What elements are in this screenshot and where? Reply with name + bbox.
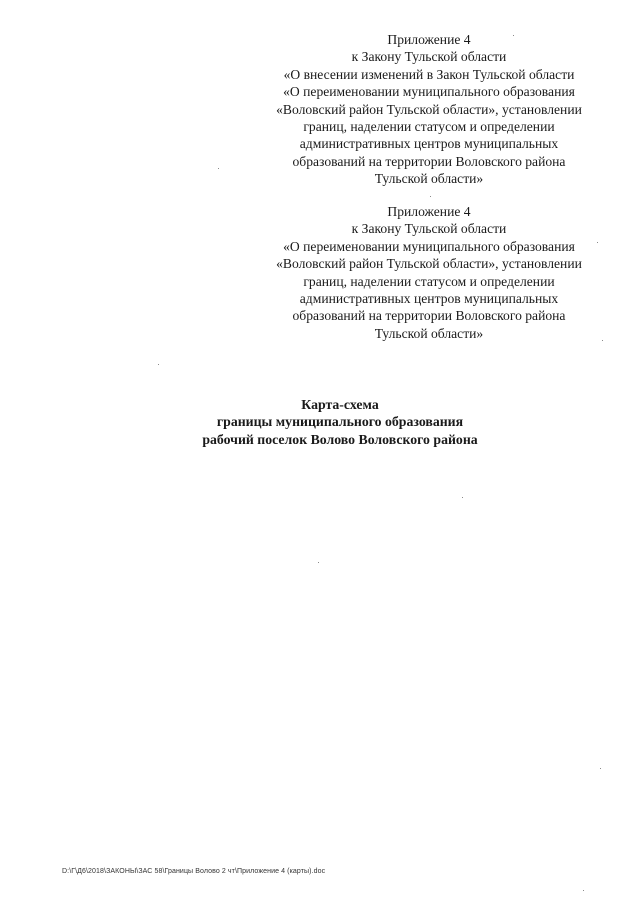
appendix-line: административных центров муниципальных bbox=[299, 136, 559, 152]
scan-speck bbox=[218, 168, 219, 169]
appendix-header-original bbox=[246, 31, 612, 188]
appendix-line: к Закону Тульской области bbox=[351, 49, 507, 65]
map-title-line: границы муниципального образования bbox=[216, 414, 464, 430]
map-title-line: рабочий поселок Волово Воловского района bbox=[202, 431, 478, 447]
appendix-line: «О переименовании муниципального образования bbox=[283, 84, 575, 100]
appendix-line: «О переименовании муниципального образования bbox=[283, 238, 575, 254]
scan-speck bbox=[602, 340, 603, 341]
appendix-line: административных центров муниципальных bbox=[299, 291, 559, 307]
scan-speck bbox=[583, 890, 584, 891]
appendix-line: образований на территории Воловского района bbox=[292, 308, 566, 324]
scan-speck bbox=[430, 196, 431, 197]
appendix-line: образований на территории Воловского района bbox=[292, 153, 566, 169]
appendix-line: границ, наделении статусом и определении bbox=[303, 119, 555, 135]
appendix-line: к Закону Тульской области bbox=[351, 221, 507, 237]
scan-speck bbox=[600, 768, 601, 769]
appendix-line: «О внесении изменений в Закон Тульской области bbox=[283, 66, 575, 82]
appendix-header-amended bbox=[246, 203, 612, 342]
appendix-line: «Воловский район Тульской области», установлении bbox=[276, 101, 582, 117]
scan-speck bbox=[462, 497, 463, 498]
scan-speck bbox=[158, 364, 159, 365]
scan-speck bbox=[597, 242, 598, 243]
scan-speck bbox=[513, 35, 514, 36]
scan-speck bbox=[318, 562, 319, 563]
appendix-line: Приложение 4 bbox=[387, 32, 471, 47]
appendix-line: «Воловский район Тульской области», установлении bbox=[276, 256, 582, 272]
footer-file-path: D:\Г\Д6\2018\ЗАКОНЫ\ЗАС 58\Границы Волово 2 чт\Приложение 4 (карты).doc bbox=[62, 868, 326, 875]
appendix-line: границ, наделении статусом и определении bbox=[303, 273, 555, 289]
appendix-line: Тульской области» bbox=[374, 325, 484, 341]
map-scheme-title bbox=[120, 396, 560, 448]
map-title-line: Карта-схема bbox=[301, 397, 379, 412]
appendix-line: Тульской области» bbox=[374, 171, 484, 187]
appendix-line: Приложение 4 bbox=[387, 204, 471, 219]
